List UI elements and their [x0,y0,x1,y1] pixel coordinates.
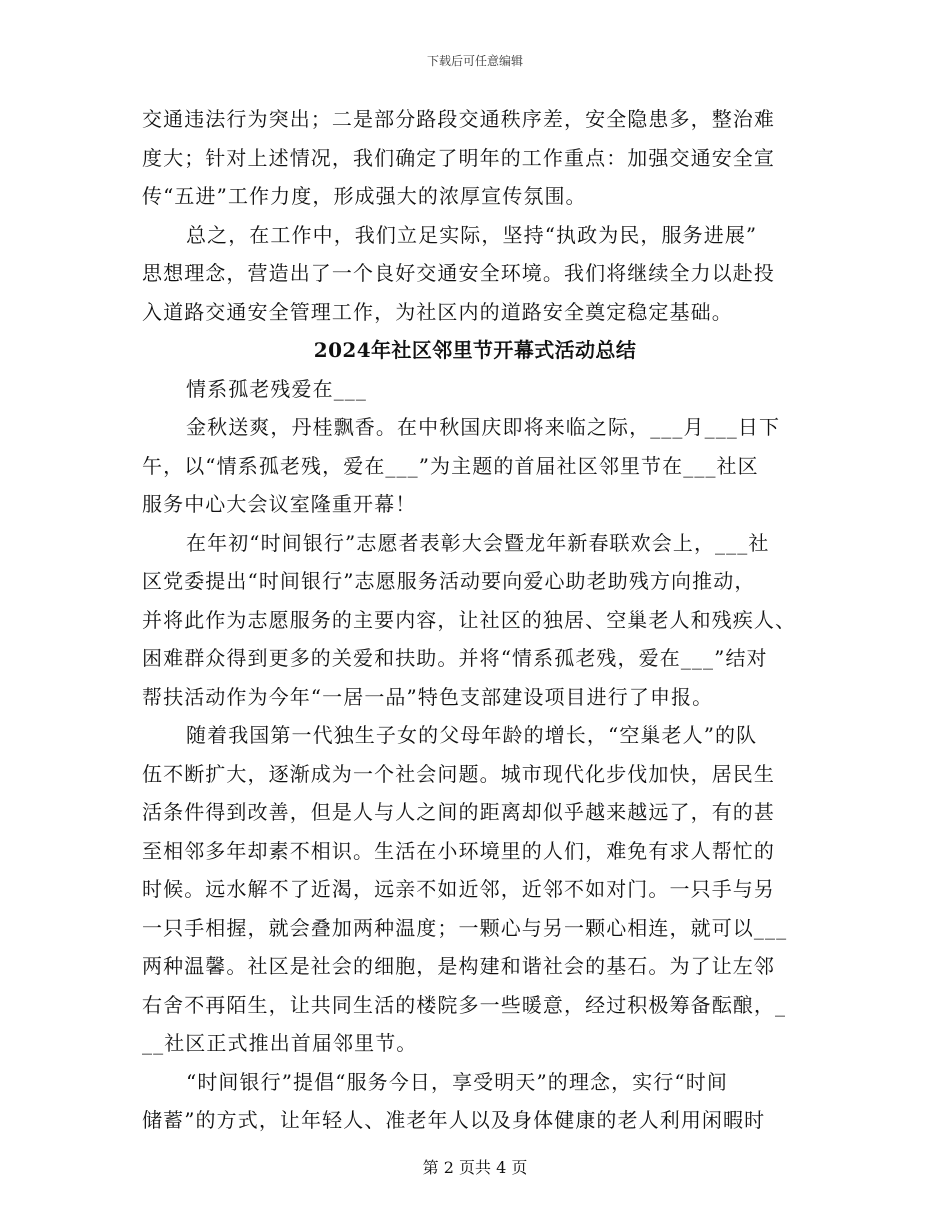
page-number: 第 2 页共 4 页 [422,1158,528,1177]
body-line: 伍不断扩大，逐渐成为一个社会问题。城市现代化步伐加快，居民生 [142,761,775,786]
body-line: 一只手相握，就会叠加两种温度；一颗心与另一颗心相连，就可以___ [142,915,788,940]
document-body [142,100,808,1140]
body-line: 右舍不再陌生，让共同生活的楼院多一些暖意，经过积极筹备酝酿，_ [142,992,787,1017]
paragraph-start-line: 金秋送爽，丹桂飘香。在中秋国庆即将来临之际，___月___日下 [186,415,781,439]
subtitle-line: 情系孤老残爱在___ [186,376,367,401]
body-line: 交通违法行为突出；二是部分路段交通秩序差，安全隐患多，整治难 [142,107,775,131]
paragraph-start-line: 在年初“时间银行”志愿者表彰大会暨龙年新春联欢会上，___社 [186,530,770,555]
body-line: 区党委提出“时间银行”志愿服务活动要向爱心助老助残方向推动， [142,569,756,593]
body-line: 帮扶活动作为今年“一居一品”特色支部建设项目进行了申报。 [142,684,714,709]
body-line: 入道路交通安全管理工作，为社区内的道路安全奠定稳定基础。 [142,299,733,324]
body-line: __社区正式推出首届邻里节。 [142,1031,418,1055]
section-title: 2024年社区邻里节开幕式活动总结 [313,338,637,362]
body-line: 传“五进”工作力度，形成强大的浓厚宣传氛围。 [142,184,587,208]
download-note: 下载后可任意编辑 [426,54,523,68]
body-line: 时候。远水解不了近渴，远亲不如近邻，近邻不如对门。一只手与另 [142,877,775,901]
body-line: 度大；针对上述情况，我们确定了明年的工作重点：加强交通安全宣 [142,145,775,170]
body-line: 思想理念，营造出了一个良好交通安全环境。我们将继续全力以赴投 [142,261,775,285]
body-line: 储蓄”的方式，让年轻人、准老年人以及身体健康的老人利用闲暇时 [142,1108,766,1132]
paragraph-start-line: 总之，在工作中，我们立足实际，坚持“执政为民，服务进展” [186,222,758,247]
body-line: 至相邻多年却素不相识。生活在小环境里的人们，难免有求人帮忙的 [142,838,775,863]
body-line: 困难群众得到更多的关爱和扶助。并将“情系孤老残，爱在___”结对 [142,646,768,670]
body-line: 两种温馨。社区是社会的细胞，是构建和谐社会的基石。为了让左邻 [142,954,775,978]
body-line: 服务中心大会议室隆重开幕！ [142,492,417,516]
paragraph-start-line: 随着我国第一代独生子女的父母年龄的增长，“空巢老人”的队 [186,723,758,747]
body-line: 活条件得到改善，但是人与人之间的距离却似乎越来越远了，有的甚 [142,800,775,824]
paragraph-start-line: “时间银行”提倡“服务今日，享受明天”的理念，实行“时间 [186,1069,728,1094]
body-line: 并将此作为志愿服务的主要内容，让社区的独居、空巢老人和残疾人、 [142,607,797,632]
body-line: 午，以“情系孤老残，爱在___”为主题的首届社区邻里节在___社区 [142,453,759,478]
